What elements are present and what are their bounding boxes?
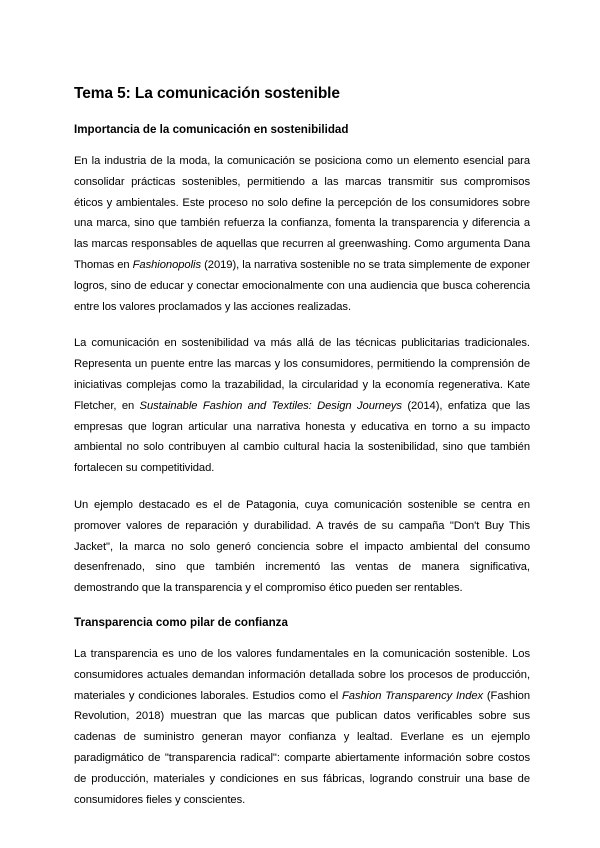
paragraph-text: (2019), la narrativa sostenible no se trata simplemente de exponer logros, sino de educar y conectar emocionalmente con una audiencia que busca coherencia entre los valores proclamados y las acciones realizadas. bbox=[74, 258, 530, 313]
section-heading-importancia: Importancia de la comunicación en sostenibilidad bbox=[74, 123, 349, 136]
paragraph bbox=[74, 151, 530, 317]
paragraph-text: (2014), enfatiza que las empresas que logran articular una narrativa honesta y educativa en torno a su impacto ambiental no solo contribuyen al cambio cultural hacia la sostenibilidad, sino que también fortalecen su competitividad. bbox=[74, 399, 531, 475]
paragraph-text: (Fashion Revolution, 2018) muestran que las marcas que publican datos verificables sobre sus cadenas de suministro generan mayor confianza y lealtad. Everlane es un ejemplo paradigmático de "transparencia radical": comparte abiertamente información sobre costos de producción, materiales y condiciones en sus fábricas, logrando construir una base de consumidores fieles y conscientes. bbox=[74, 689, 531, 806]
paragraph bbox=[74, 495, 530, 599]
report-title-italic: Fashion Transparency Index bbox=[341, 689, 484, 702]
paragraph-text: La transparencia es uno de los valores fundamentales en la comunicación sostenible. Los consumidores actuales demandan información detallada sobre los procesos de producción, materiales y condiciones laborales. Estudios como el bbox=[74, 647, 530, 702]
paragraph bbox=[74, 644, 530, 810]
book-title-italic: Fashionopolis bbox=[132, 258, 202, 271]
paragraph-text: En la industria de la moda, la comunicación se posiciona como un elemento esencial para consolidar prácticas sostenibles, permitiendo a las marcas transmitir sus compromisos éticos y ambientales. Este proceso no solo define la percepción de los consumidores sobre una marca, sino que también refuerza la confianza, fomenta la transparencia y diferencia a las marcas responsables de aquellas que recurren al greenwashing. Como argumenta Dana Thomas en bbox=[74, 155, 530, 271]
page-title: Tema 5: La comunicación sostenible bbox=[74, 85, 340, 102]
paragraph bbox=[74, 333, 530, 479]
paragraph-text: Un ejemplo destacado es el de Patagonia, cuya comunicación sostenible se centra en promover valores de reparación y durabilidad. A través de su campaña "Don't Buy This Jacket", la marca no solo generó conciencia sobre el impacto ambiental del consumo desenfrenado, sino que también incrementó las ventas de manera significativa, demostrando que la transparencia y el compromiso ético pueden ser rentables. bbox=[74, 498, 530, 595]
section-heading-transparencia: Transparencia como pilar de confianza bbox=[74, 615, 288, 629]
document-page bbox=[74, 84, 530, 826]
book-title-italic: Sustainable Fashion and Textiles: Design Journeys bbox=[139, 399, 402, 412]
paragraph-text: La comunicación en sostenibilidad va más allá de las técnicas publicitarias tradicionales. Representa un puente entre las marcas y los consumidores, permitiendo la comprensión de iniciativas complejas como la trazabilidad, la circularidad y la economía regenerativa. Kate Fletcher, en bbox=[74, 337, 530, 412]
